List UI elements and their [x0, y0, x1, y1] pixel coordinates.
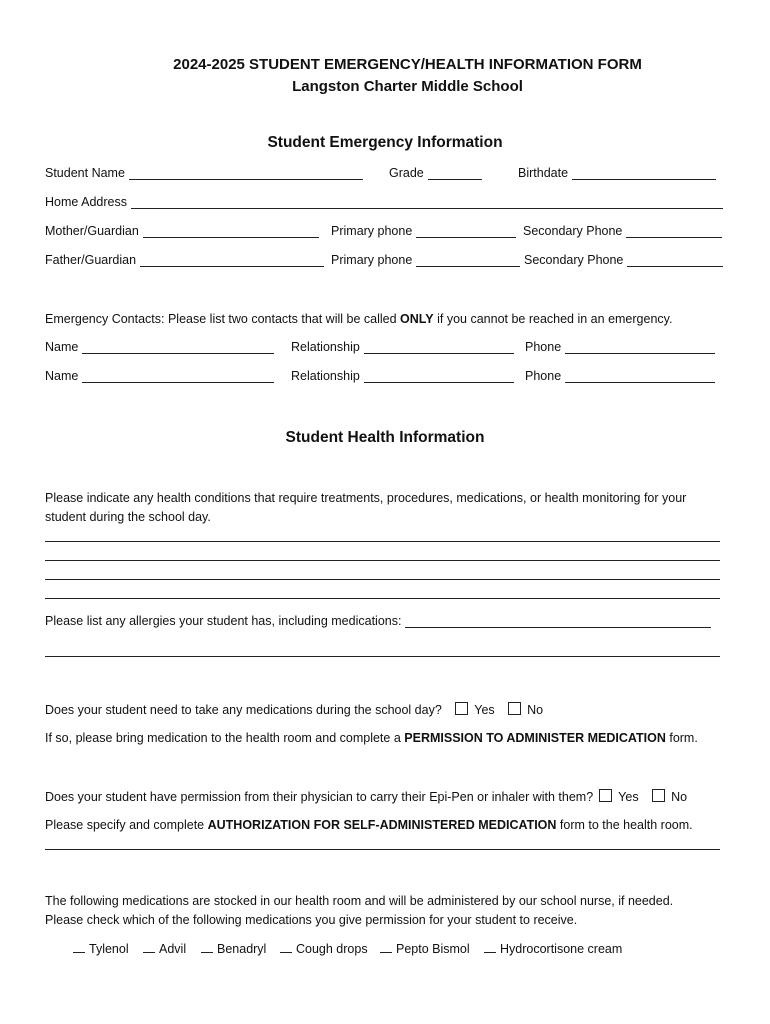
conditions-line-2[interactable] — [45, 560, 720, 561]
contact-name-label: Name — [45, 340, 79, 354]
contacts-intro-a: Emergency Contacts: Please list two contacts that will be called — [45, 312, 397, 326]
birthdate-field[interactable] — [518, 166, 716, 180]
medications-no-label: No — [527, 703, 544, 717]
mother-guardian-blank[interactable] — [143, 226, 319, 238]
father-primary-phone-field[interactable] — [331, 253, 520, 267]
grade-field[interactable] — [389, 166, 482, 180]
medications-question — [45, 702, 543, 717]
contacts-intro-b: if you cannot be reached in an emergency. — [437, 312, 673, 326]
medication-label: Advil — [159, 942, 187, 956]
student-name-blank[interactable] — [129, 168, 363, 180]
secondary-phone-label: Secondary Phone — [523, 224, 623, 238]
conditions-line-4[interactable] — [45, 598, 720, 599]
medication-pepto-bismol[interactable] — [380, 942, 470, 956]
medication-label: Tylenol — [89, 942, 129, 956]
emergency-section-heading: Student Emergency Information — [267, 134, 503, 151]
relationship-label: Relationship — [291, 340, 360, 354]
secondary-phone-label: Secondary Phone — [524, 253, 624, 267]
conditions-line-3[interactable] — [45, 579, 720, 580]
mother-guardian-field[interactable] — [45, 224, 319, 238]
allergies-field[interactable] — [45, 614, 711, 628]
contact2-relationship-field[interactable] — [291, 369, 514, 383]
epipen-yes-label: Yes — [618, 790, 639, 804]
meds-note-b: form. — [669, 731, 698, 745]
father-primary-phone-blank[interactable] — [416, 255, 520, 267]
medication-cough-drops[interactable] — [280, 942, 368, 956]
medication-hydrocortisone[interactable] — [484, 942, 622, 956]
birthdate-label: Birthdate — [518, 166, 569, 180]
stocked-medications-text-2: Please check which of the following medications you give permission for your student to receive. — [45, 913, 578, 927]
mother-guardian-label: Mother/Guardian — [45, 224, 139, 238]
allergies-line-2[interactable] — [45, 656, 720, 657]
contact1-relationship-blank[interactable] — [364, 342, 514, 354]
medication-tylenol[interactable] — [73, 942, 129, 956]
contact2-name-field[interactable] — [45, 369, 274, 383]
father-guardian-field[interactable] — [45, 253, 324, 267]
relationship-label: Relationship — [291, 369, 360, 383]
home-address-field[interactable] — [45, 195, 723, 209]
medications-yes-label: Yes — [474, 703, 495, 717]
emergency-contacts-instructions — [45, 312, 672, 326]
school-name: Langston Charter Middle School — [292, 78, 523, 95]
medication-label: Cough drops — [296, 942, 368, 956]
epipen-question-text: Does your student have permission from their physician to carry their Epi-Pen or inhaler with them? — [45, 790, 594, 804]
medication-label: Hydrocortisone cream — [500, 942, 623, 956]
meds-note-a: If so, please bring medication to the health room and complete a — [45, 731, 401, 745]
mother-secondary-phone-blank[interactable] — [626, 226, 722, 238]
student-name-field[interactable] — [45, 166, 363, 180]
birthdate-blank[interactable] — [572, 168, 716, 180]
medication-check-blank[interactable] — [201, 942, 213, 953]
father-secondary-phone-blank[interactable] — [627, 255, 723, 267]
epipen-question — [45, 789, 687, 804]
health-section-heading: Student Health Information — [285, 429, 485, 446]
student-name-label: Student Name — [45, 166, 125, 180]
father-guardian-blank[interactable] — [140, 255, 324, 267]
home-address-blank[interactable] — [131, 197, 723, 209]
auth-note-a: Please specify and complete — [45, 818, 205, 832]
primary-phone-label: Primary phone — [331, 253, 413, 267]
authorization-note — [45, 818, 693, 832]
grade-blank[interactable] — [428, 168, 482, 180]
contact2-name-blank[interactable] — [82, 371, 274, 383]
contact1-phone-field[interactable] — [525, 340, 715, 354]
auth-note-form-name: AUTHORIZATION FOR SELF-ADMINISTERED MEDICATION — [207, 818, 557, 832]
allergies-label: Please list any allergies your student has, including medications: — [45, 614, 402, 628]
contact1-relationship-field[interactable] — [291, 340, 514, 354]
phone-label: Phone — [525, 340, 562, 354]
contact2-phone-field[interactable] — [525, 369, 715, 383]
primary-phone-label: Primary phone — [331, 224, 413, 238]
home-address-label: Home Address — [45, 195, 127, 209]
medication-label: Benadryl — [217, 942, 267, 956]
conditions-instructions: Please indicate any health conditions that require treatments, procedures, medications, or health monitoring for your — [45, 491, 687, 505]
medications-note — [45, 731, 698, 745]
mother-secondary-phone-field[interactable] — [523, 224, 722, 238]
conditions-line-1[interactable] — [45, 541, 720, 542]
authorization-line[interactable] — [45, 849, 720, 850]
contact1-name-field[interactable] — [45, 340, 274, 354]
epipen-no-checkbox[interactable] — [652, 789, 665, 802]
allergies-blank[interactable] — [405, 616, 711, 628]
mother-primary-phone-blank[interactable] — [416, 226, 516, 238]
contacts-only: ONLY — [400, 312, 434, 326]
medication-check-blank[interactable] — [380, 942, 392, 953]
contact1-phone-blank[interactable] — [565, 342, 715, 354]
medication-label: Pepto Bismol — [396, 942, 470, 956]
medication-check-blank[interactable] — [280, 942, 292, 953]
auth-note-b: form to the health room. — [559, 818, 693, 832]
contact-name-label: Name — [45, 369, 79, 383]
stocked-medications-text: The following medications are stocked in our health room and will be administered by our school nurse, if needed. — [45, 894, 674, 908]
conditions-instructions-2: student during the school day. — [45, 510, 211, 524]
medication-benadryl[interactable] — [201, 942, 266, 956]
mother-primary-phone-field[interactable] — [331, 224, 516, 238]
medication-check-blank[interactable] — [73, 942, 85, 953]
contact1-name-blank[interactable] — [82, 342, 274, 354]
medication-check-blank[interactable] — [484, 942, 496, 953]
grade-label: Grade — [389, 166, 424, 180]
medication-advil[interactable] — [143, 942, 186, 956]
medications-question-text: Does your student need to take any medications during the school day? — [45, 703, 442, 717]
epipen-yes-checkbox[interactable] — [599, 789, 612, 802]
form-title: 2024-2025 STUDENT EMERGENCY/HEALTH INFORMATION FORM — [173, 56, 642, 73]
meds-note-form-name: PERMISSION TO ADMINISTER MEDICATION — [404, 731, 666, 745]
medications-no-checkbox[interactable] — [508, 702, 521, 715]
contact2-phone-blank[interactable] — [565, 371, 715, 383]
medication-check-blank[interactable] — [143, 942, 155, 953]
father-guardian-label: Father/Guardian — [45, 253, 137, 267]
father-secondary-phone-field[interactable] — [524, 253, 723, 267]
epipen-no-label: No — [671, 790, 688, 804]
phone-label: Phone — [525, 369, 562, 383]
contact2-relationship-blank[interactable] — [364, 371, 514, 383]
medications-yes-checkbox[interactable] — [455, 702, 468, 715]
